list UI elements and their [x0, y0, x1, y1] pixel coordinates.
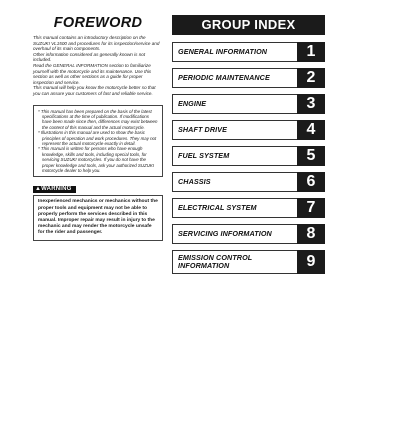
notes-box	[33, 105, 163, 178]
foreword-body	[33, 35, 163, 97]
foreword-section	[33, 15, 163, 241]
note-item: * This manual is written for persons who have enough knowledge, skills and tools, including special tools, for servicing SUZUKI motorcycles. If you do not have the proper knowledge and tools, ask your authorized SUZUKI motorcycle dealer to help you.	[38, 146, 155, 173]
foreword-paragraph: Read the GENERAL INFORMATION section to familiarize yourself with the motorcycle and its maintenance. Use this section as well as other sections as a guide for proper inspection and service.	[33, 62, 152, 85]
index-item-shaft-drive[interactable]	[172, 120, 325, 140]
foreword-title: FOREWORD	[53, 15, 143, 31]
foreword-paragraph: This manual will help you know the motorcycle better so that you can assure your customers of fast and reliable service.	[33, 85, 156, 96]
index-item-number: 3	[297, 94, 325, 114]
index-item-label: ENGINE	[178, 99, 207, 108]
index-item-label: ELECTRICAL SYSTEM	[178, 203, 257, 212]
index-item-chassis[interactable]	[172, 172, 325, 192]
index-item-fuel-system[interactable]	[172, 146, 325, 166]
group-index-title: GROUP INDEX	[172, 15, 325, 35]
note-item: * Illustrations in this manual are used to show the basic principles of operation and work procedures. They may not represent the actual motorcycle exactly in detail.	[38, 130, 157, 146]
index-item-label: GENERAL INFORMATION	[178, 47, 268, 56]
index-item-number: 8	[297, 224, 325, 244]
index-item-number: 9	[297, 250, 325, 274]
index-item-periodic-maintenance[interactable]	[172, 68, 325, 88]
index-item-number: 2	[297, 68, 325, 88]
index-item-general-information[interactable]	[172, 42, 325, 62]
index-item-label: PERIODIC MAINTENANCE	[178, 73, 270, 82]
foreword-paragraph: Other information considered as generally known is not included.	[33, 51, 146, 63]
index-item-label: EMISSION CONTROL INFORMATION	[178, 253, 253, 270]
index-item-label: SHAFT DRIVE	[178, 125, 228, 134]
index-item-label: FUEL SYSTEM	[178, 151, 230, 160]
index-item-label: CHASSIS	[178, 177, 211, 186]
warning-box	[33, 195, 163, 240]
index-item-number: 6	[297, 172, 325, 192]
note-item: * This manual has been prepared on the basis of the latest specifications at the time of publication. If modifications have been made since then, differences may exist between the content of this manual and the actual motorcycle.	[38, 108, 158, 130]
index-item-number: 4	[297, 120, 325, 140]
index-item-servicing-information[interactable]	[172, 224, 325, 244]
index-item-electrical-system[interactable]	[172, 198, 325, 218]
index-item-number: 1	[297, 42, 325, 62]
group-index-list	[172, 42, 325, 274]
index-item-label: SERVICING INFORMATION	[178, 229, 272, 238]
index-item-emission-control-information[interactable]	[172, 250, 325, 274]
warning-label: ▲WARNING	[33, 186, 76, 193]
index-item-number: 7	[297, 198, 325, 218]
group-index-section	[172, 15, 325, 280]
warning-text: Inexperienced mechanics or mechanics without the proper tools and equipment may not be able to properly perform the services described in this manual. Improper repair may result in injury to the mechanic and may render the motorcycle unsafe for the rider and passenger.	[38, 199, 158, 236]
foreword-paragraph: This manual contains an introductory description on the SUZUKI VL1500 and procedures for its inspection/service and overhaul of its main components.	[33, 35, 160, 52]
index-item-number: 5	[297, 146, 325, 166]
index-item-engine[interactable]	[172, 94, 325, 114]
